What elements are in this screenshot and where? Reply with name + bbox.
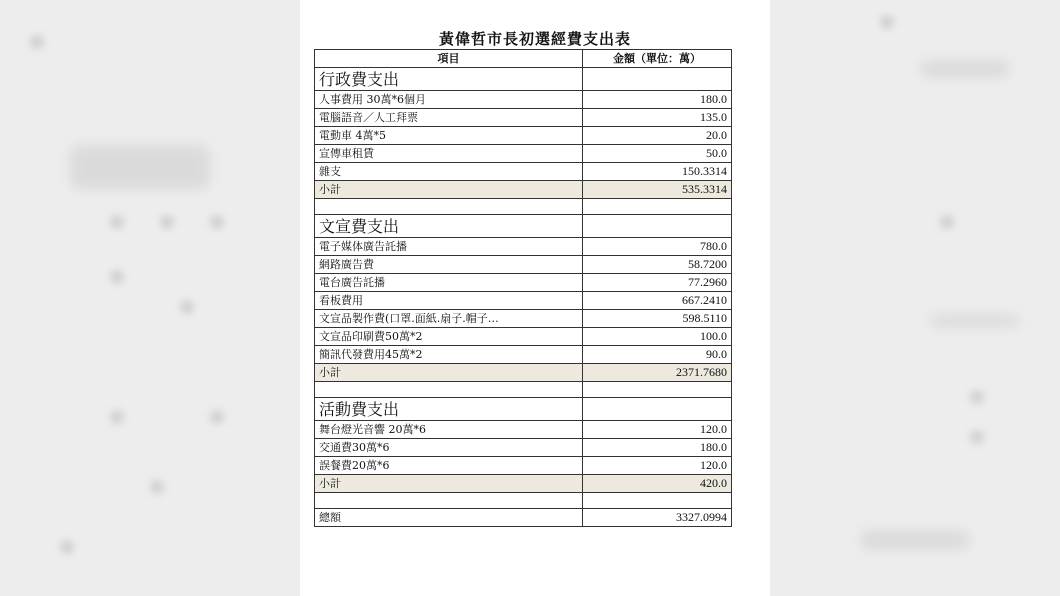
row-label: 電台廣告託播 <box>315 274 583 292</box>
row-value: 90.0 <box>583 346 732 364</box>
row-label: 簡訊代發費用45萬*2 <box>315 346 583 364</box>
table-row <box>315 292 732 310</box>
total-row <box>315 509 732 527</box>
row-label: 宣傳車租賃 <box>315 145 583 163</box>
subtotal-value: 420.0 <box>583 475 732 493</box>
total-label: 總額 <box>315 509 583 527</box>
section-heading-row <box>315 215 732 238</box>
table-row <box>315 238 732 256</box>
subtotal-label: 小計 <box>315 364 583 382</box>
blank-row <box>315 493 732 509</box>
row-value: 58.7200 <box>583 256 732 274</box>
section-heading-row <box>315 398 732 421</box>
header-amount: 金額（單位：萬） <box>583 50 732 68</box>
row-value: 120.0 <box>583 421 732 439</box>
row-value: 150.3314 <box>583 163 732 181</box>
row-label: 誤餐費20萬*6 <box>315 457 583 475</box>
row-value: 598.5110 <box>583 310 732 328</box>
row-value: 180.0 <box>583 439 732 457</box>
table-row <box>315 256 732 274</box>
total-value: 3327.0994 <box>583 509 732 527</box>
table-row <box>315 328 732 346</box>
section-heading: 活動費支出 <box>315 398 583 421</box>
row-label: 網路廣告費 <box>315 256 583 274</box>
row-value: 667.2410 <box>583 292 732 310</box>
row-label: 舞台燈光音響 20萬*6 <box>315 421 583 439</box>
row-label: 文宣品印刷費50萬*2 <box>315 328 583 346</box>
table-row <box>315 145 732 163</box>
row-value: 135.0 <box>583 109 732 127</box>
row-label: 電動車 4萬*5 <box>315 127 583 145</box>
row-value: 50.0 <box>583 145 732 163</box>
blank-row <box>315 199 732 215</box>
table-row <box>315 310 732 328</box>
table-row <box>315 127 732 145</box>
table-header-row <box>315 50 732 68</box>
row-value: 120.0 <box>583 457 732 475</box>
row-value: 780.0 <box>583 238 732 256</box>
row-label: 交通費30萬*6 <box>315 439 583 457</box>
document-title: 黃偉哲市長初選經費支出表 <box>438 30 631 48</box>
row-value: 20.0 <box>583 127 732 145</box>
section-heading: 行政費支出 <box>315 68 583 91</box>
subtotal-label: 小計 <box>315 181 583 199</box>
row-label: 雜支 <box>315 163 583 181</box>
subtotal-row <box>315 181 732 199</box>
table-row <box>315 421 732 439</box>
table-row <box>315 109 732 127</box>
blank-row <box>315 382 732 398</box>
table-row <box>315 91 732 109</box>
expense-table <box>314 49 732 527</box>
table-row <box>315 346 732 364</box>
table-row <box>315 274 732 292</box>
subtotal-row <box>315 475 732 493</box>
row-label: 看板費用 <box>315 292 583 310</box>
section-heading-row <box>315 68 732 91</box>
subtotal-row <box>315 364 732 382</box>
row-label: 文宣品製作費(口罩.面紙.扇子.帽子… <box>315 310 583 328</box>
blurred-background-right <box>770 0 1060 596</box>
row-label: 人事費用 30萬*6個月 <box>315 91 583 109</box>
table-row <box>315 457 732 475</box>
subtotal-value: 2371.7680 <box>583 364 732 382</box>
blurred-background-left <box>0 0 300 596</box>
row-value: 180.0 <box>583 91 732 109</box>
table-row <box>315 163 732 181</box>
row-label: 電腦語音／人工拜票 <box>315 109 583 127</box>
header-item: 項目 <box>315 50 583 68</box>
section-heading: 文宣費支出 <box>315 215 583 238</box>
row-value: 77.2960 <box>583 274 732 292</box>
subtotal-label: 小計 <box>315 475 583 493</box>
table-row <box>315 439 732 457</box>
row-value: 100.0 <box>583 328 732 346</box>
expense-document <box>300 0 770 596</box>
row-label: 電子媒体廣告託播 <box>315 238 583 256</box>
subtotal-value: 535.3314 <box>583 181 732 199</box>
